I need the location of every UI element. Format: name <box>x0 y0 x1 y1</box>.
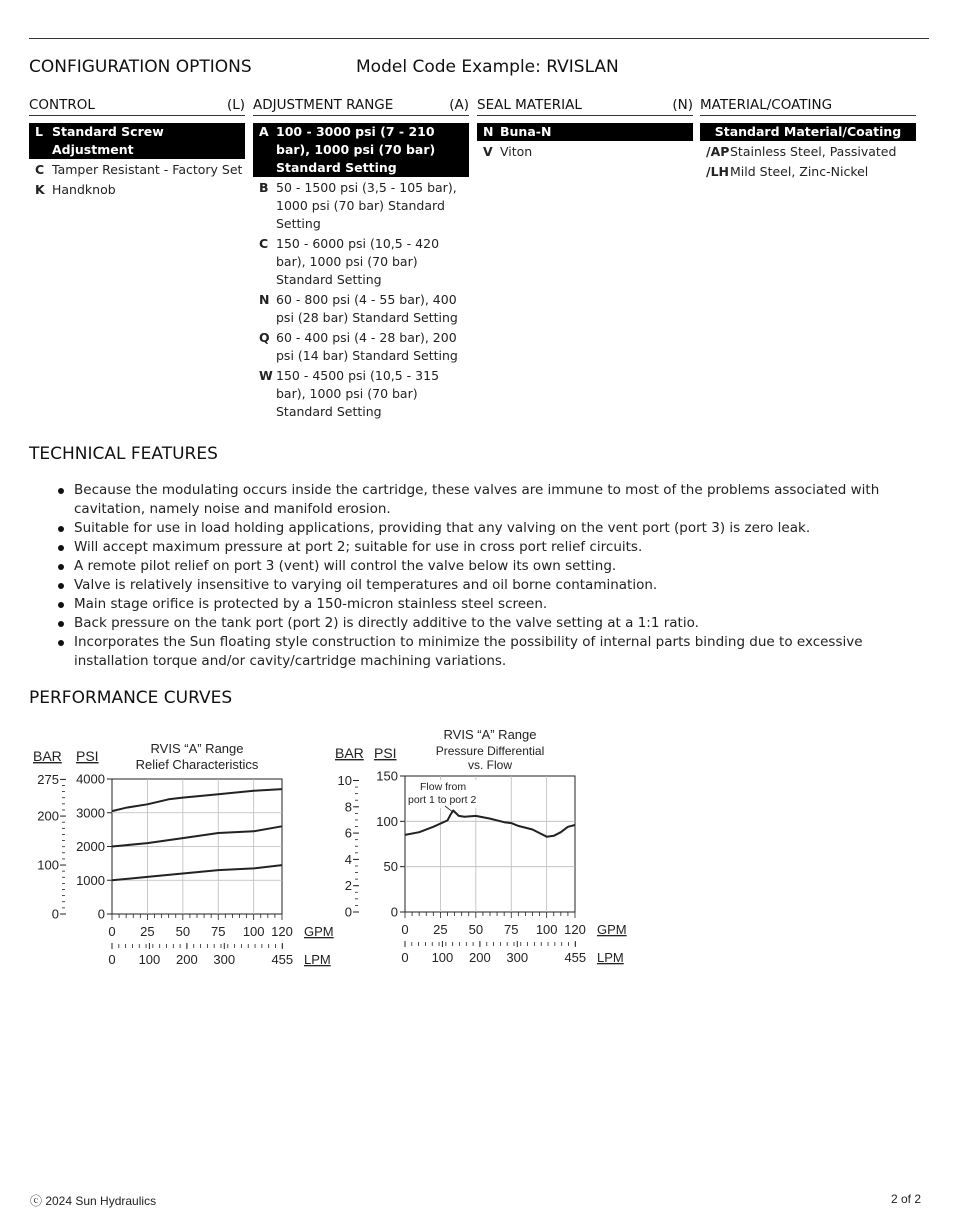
x-tick-label: 50 <box>468 922 484 937</box>
config-option <box>700 163 916 181</box>
config-column-code: (L) <box>226 97 245 113</box>
x2-tick-label: 100 <box>431 950 454 965</box>
config-option <box>253 123 469 177</box>
config-column-code: (A) <box>449 97 469 113</box>
x-tick-label: 100 <box>535 922 558 937</box>
config-column <box>700 97 916 183</box>
series-line <box>405 811 575 837</box>
x-tick-label: 75 <box>211 924 226 939</box>
x-tick-label: 120 <box>564 922 586 937</box>
config-option <box>253 329 469 365</box>
config-option-code: C <box>259 236 269 251</box>
feature-item: A remote pilot relief on port 3 (vent) will control the valve below its own setting. <box>74 557 919 576</box>
feature-item: Because the modulating occurs inside the cartridge, these valves are immune to most of the problems associated with cavitation, namely noise and manifold erosion. <box>74 481 919 519</box>
config-column <box>477 97 693 163</box>
top-divider <box>29 38 929 39</box>
chart-title: RVIS “A” Range <box>443 727 537 742</box>
y-tick-label: 150 <box>376 768 398 784</box>
config-option-desc: 150 - 4500 psi (10,5 - 315 bar), 1000 psi (70 bar) Standard Setting <box>276 368 440 419</box>
config-option-code: N <box>259 292 270 307</box>
config-option-code: /LH <box>706 164 729 179</box>
config-option-desc: Mild Steel, Zinc-Nickel <box>730 164 869 179</box>
x2-tick-label: 300 <box>213 952 236 967</box>
config-option-code: Q <box>259 330 270 345</box>
config-column-header <box>700 97 916 116</box>
config-option-desc: Stainless Steel, Passivated <box>730 144 897 159</box>
y2-axis-label: BAR <box>335 745 364 761</box>
model-code-example: Model Code Example: RVISLAN <box>356 57 619 77</box>
x-tick-label: 25 <box>433 922 448 937</box>
config-option-desc: Buna-N <box>500 124 552 139</box>
feature-item: Incorporates the Sun floating style construction to minimize the possibility of internal parts binding due to excessive installation torque and/or cavity/cartridge machining variations. <box>74 633 919 671</box>
x-tick-label: 0 <box>108 924 116 939</box>
y-tick-label: 100 <box>376 813 398 829</box>
y2-tick-label: 4 <box>344 851 352 867</box>
config-column-name: MATERIAL/COATING <box>700 97 833 113</box>
config-option-code: V <box>483 144 493 159</box>
y-tick-label: 4000 <box>76 771 105 787</box>
config-option-code: L <box>35 124 43 139</box>
y-tick-label: 3000 <box>76 805 105 821</box>
config-option-desc: Standard Screw Adjustment <box>52 124 164 157</box>
x-axis-label: GPM <box>597 922 627 937</box>
y2-tick-label: 6 <box>344 825 352 841</box>
config-column-header <box>477 97 693 116</box>
config-option-code: K <box>35 182 45 197</box>
feature-item: Main stage orifice is protected by a 150-micron stainless steel screen. <box>74 595 919 614</box>
config-option <box>29 123 245 159</box>
x2-tick-label: 200 <box>469 950 491 965</box>
config-option-code: B <box>259 180 269 195</box>
technical-features-list <box>29 481 919 671</box>
chart-subtitle: Pressure Differential <box>435 744 545 758</box>
feature-item: Valve is relatively insensitive to varying oil temperatures and oil borne contamination. <box>74 576 919 595</box>
y2-tick-label: 8 <box>344 799 352 815</box>
config-option-desc: Handknob <box>52 182 116 197</box>
config-option-desc: Viton <box>500 144 533 159</box>
y-axis-label: PSI <box>374 745 397 761</box>
footer-page-number: 2 of 2 <box>890 1192 921 1206</box>
y-tick-label: 2000 <box>76 839 105 854</box>
feature-item: Back pressure on the tank port (port 2) is directly additive to the valve setting at a 1:1 ratio. <box>74 614 919 633</box>
annotation-text: Flow from <box>420 781 467 793</box>
config-column-header <box>29 97 245 116</box>
config-option-code: N <box>483 124 494 139</box>
config-option-desc: Standard Material/Coating <box>714 124 902 139</box>
config-option-desc: 60 - 800 psi (4 - 55 bar), 400 psi (28 bar) Standard Setting <box>276 292 458 325</box>
config-option <box>477 143 693 161</box>
y-tick-label: 50 <box>383 859 398 875</box>
config-option <box>253 291 469 327</box>
config-option <box>253 235 469 289</box>
series-line <box>112 826 282 846</box>
chart-pressure-differential <box>334 720 634 980</box>
config-option <box>700 123 916 141</box>
x-tick-label: 100 <box>242 924 265 939</box>
x-axis-label: GPM <box>304 924 334 939</box>
config-option <box>253 179 469 233</box>
chart-relief-characteristics <box>29 720 334 980</box>
x-tick-label: 0 <box>401 922 409 937</box>
config-column-header <box>253 97 469 116</box>
y2-tick-label: 200 <box>37 808 59 824</box>
annotation-text: port 1 to port 2 <box>408 794 477 806</box>
config-option <box>253 367 469 421</box>
section-title-configuration: CONFIGURATION OPTIONS <box>29 57 252 77</box>
y-axis-label: PSI <box>76 748 99 764</box>
x2-tick-label: 455 <box>271 952 294 967</box>
y-tick-label: 0 <box>390 904 398 920</box>
config-option-desc: 50 - 1500 psi (3,5 - 105 bar), 1000 psi (70 bar) Standard Setting <box>276 180 457 231</box>
config-column-name: ADJUSTMENT RANGE <box>253 97 394 113</box>
config-column-code: (N) <box>672 97 693 113</box>
config-option <box>29 161 245 179</box>
y2-tick-label: 100 <box>37 857 59 873</box>
x-tick-label: 25 <box>140 924 155 939</box>
x2-axis-label: LPM <box>304 952 331 967</box>
x2-tick-label: 200 <box>176 952 198 967</box>
y2-tick-label: 2 <box>344 878 352 894</box>
config-option <box>700 143 916 161</box>
config-option <box>477 123 693 141</box>
config-column-name: CONTROL <box>29 97 95 113</box>
chart-subtitle: vs. Flow <box>467 758 513 772</box>
config-option <box>29 181 245 199</box>
x-tick-label: 50 <box>175 924 191 939</box>
config-option-code: W <box>259 368 273 383</box>
x2-tick-label: 100 <box>138 952 161 967</box>
y2-tick-label: 0 <box>344 904 352 920</box>
config-column <box>29 97 245 201</box>
config-option-code: /AP <box>706 144 730 159</box>
y2-tick-label: 0 <box>51 906 59 922</box>
feature-item: Suitable for use in load holding applications, providing that any valving on the vent port (port 3) is zero leak. <box>74 519 919 538</box>
config-option-code: C <box>35 162 45 177</box>
chart-title: RVIS “A” Range <box>150 741 244 756</box>
x2-tick-label: 455 <box>564 950 587 965</box>
config-column <box>253 97 469 423</box>
chart-subtitle: Relief Characteristics <box>135 757 259 772</box>
y2-axis-label: BAR <box>33 748 62 764</box>
x2-tick-label: 300 <box>506 950 529 965</box>
x2-tick-label: 0 <box>108 952 116 967</box>
y2-tick-label: 10 <box>337 772 352 788</box>
footer-copyright: ⓒ 2024 Sun Hydraulics <box>30 1194 157 1208</box>
series-line <box>112 789 282 811</box>
config-option-desc: 150 - 6000 psi (10,5 - 420 bar), 1000 psi (70 bar) Standard Setting <box>276 236 440 287</box>
series-line <box>112 865 282 880</box>
y-tick-label: 0 <box>97 906 105 922</box>
x-tick-label: 120 <box>271 924 293 939</box>
config-option-code: A <box>259 124 269 139</box>
config-option-desc: Tamper Resistant - Factory Set <box>52 162 243 177</box>
section-title-technical: TECHNICAL FEATURES <box>29 444 218 464</box>
y2-tick-label: 275 <box>37 771 59 787</box>
section-title-performance: PERFORMANCE CURVES <box>29 688 233 708</box>
config-option-desc: 60 - 400 psi (4 - 28 bar), 200 psi (14 bar) Standard Setting <box>276 330 458 363</box>
y-tick-label: 1000 <box>76 872 105 888</box>
feature-item: Will accept maximum pressure at port 2; suitable for use in cross port relief circuits. <box>74 538 919 557</box>
x2-axis-label: LPM <box>597 950 624 965</box>
x-tick-label: 75 <box>504 922 519 937</box>
x2-tick-label: 0 <box>401 950 409 965</box>
config-column-name: SEAL MATERIAL <box>477 97 582 113</box>
config-option-desc: 100 - 3000 psi (7 - 210 bar), 1000 psi (70 bar) Standard Setting <box>276 124 436 175</box>
